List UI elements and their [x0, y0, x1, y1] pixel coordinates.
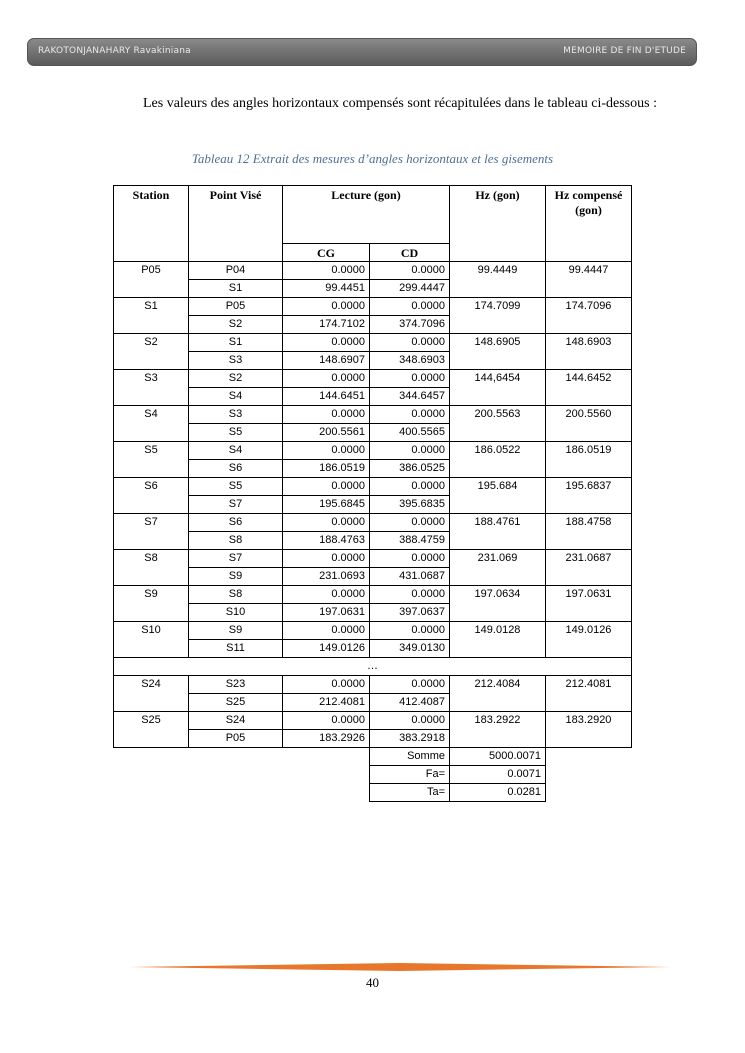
table-row [114, 406, 632, 424]
point-cell: S7 [189, 496, 283, 514]
station-cell: S3 [114, 370, 189, 406]
hz-compense-cell: 148.6903 [546, 334, 632, 370]
point-cell: S9 [189, 568, 283, 586]
cd-cell: 0.0000 [370, 442, 450, 460]
hz-compense-cell: 195.6837 [546, 478, 632, 514]
point-cell: S4 [189, 442, 283, 460]
station-cell: S1 [114, 298, 189, 334]
cd-cell: 431.0687 [370, 568, 450, 586]
header-hz-compense: Hz compensé (gon) [546, 186, 632, 262]
station-cell: S2 [114, 334, 189, 370]
cg-cell: 0.0000 [283, 298, 370, 316]
table-row [114, 676, 632, 694]
cg-cell: 0.0000 [283, 334, 370, 352]
cg-cell: 0.0000 [283, 712, 370, 730]
angles-table [113, 185, 632, 802]
point-cell: S7 [189, 550, 283, 568]
point-cell: S2 [189, 316, 283, 334]
cg-cell: 0.0000 [283, 514, 370, 532]
hz-cell: 149.0128 [450, 622, 546, 658]
cg-cell: 188.4763 [283, 532, 370, 550]
table-row [114, 586, 632, 604]
empty-cell [546, 784, 632, 802]
station-cell: S5 [114, 442, 189, 478]
hz-compense-cell: 183.2920 [546, 712, 632, 748]
table-row [114, 334, 632, 352]
hz-compense-cell: 188.4758 [546, 514, 632, 550]
header-author: RAKOTONJANAHARY Ravakiniana [38, 46, 191, 56]
table-row [114, 298, 632, 316]
cd-cell: 0.0000 [370, 298, 450, 316]
cd-cell: 0.0000 [370, 676, 450, 694]
hz-cell: 183.2922 [450, 712, 546, 748]
empty-cell [283, 766, 370, 784]
hz-cell: 186.0522 [450, 442, 546, 478]
cg-cell: 212.4081 [283, 694, 370, 712]
hz-cell: 200.5563 [450, 406, 546, 442]
point-cell: S5 [189, 424, 283, 442]
hz-cell: 144,6454 [450, 370, 546, 406]
table-row [114, 712, 632, 730]
cg-cell: 197.0631 [283, 604, 370, 622]
summary-label: Fa= [370, 766, 450, 784]
header-lecture: Lecture (gon) [283, 186, 450, 244]
cg-cell: 231.0693 [283, 568, 370, 586]
station-cell: S25 [114, 712, 189, 748]
summary-label: Ta= [370, 784, 450, 802]
cg-cell: 195.6845 [283, 496, 370, 514]
station-cell: S9 [114, 586, 189, 622]
point-cell: S1 [189, 280, 283, 298]
page-number: 40 [366, 975, 379, 990]
point-cell: P05 [189, 730, 283, 748]
empty-cell [546, 748, 632, 766]
point-cell: S6 [189, 514, 283, 532]
header-cd: CD [370, 244, 450, 262]
cd-cell: 383.2918 [370, 730, 450, 748]
station-cell: S6 [114, 478, 189, 514]
empty-cell [189, 784, 283, 802]
empty-cell [189, 748, 283, 766]
empty-cell [283, 748, 370, 766]
hz-cell: 188.4761 [450, 514, 546, 550]
cg-cell: 99.4451 [283, 280, 370, 298]
cg-cell: 0.0000 [283, 676, 370, 694]
cg-cell: 0.0000 [283, 442, 370, 460]
header-title: MEMOIRE DE FIN D'ETUDE [563, 46, 686, 56]
cg-cell: 144.6451 [283, 388, 370, 406]
summary-value: 5000.0071 [450, 748, 546, 766]
summary-value: 0.0281 [450, 784, 546, 802]
ellipsis-cell: … [114, 658, 632, 676]
summary-row [114, 784, 632, 802]
table-row [114, 442, 632, 460]
cg-cell: 0.0000 [283, 406, 370, 424]
cd-cell: 0.0000 [370, 370, 450, 388]
cg-cell: 0.0000 [283, 262, 370, 280]
cd-cell: 0.0000 [370, 586, 450, 604]
table-row [114, 622, 632, 640]
cg-cell: 0.0000 [283, 478, 370, 496]
point-cell: S8 [189, 586, 283, 604]
point-cell: S4 [189, 388, 283, 406]
page-header [27, 38, 697, 66]
empty-cell [283, 784, 370, 802]
footer-decoration [130, 963, 670, 971]
point-cell: S6 [189, 460, 283, 478]
cd-cell: 0.0000 [370, 712, 450, 730]
station-cell: P05 [114, 262, 189, 298]
hz-cell: 197.0634 [450, 586, 546, 622]
point-cell: S3 [189, 406, 283, 424]
point-cell: P04 [189, 262, 283, 280]
cg-cell: 149.0126 [283, 640, 370, 658]
table-row [114, 370, 632, 388]
cd-cell: 400.5565 [370, 424, 450, 442]
summary-row [114, 766, 632, 784]
intro-paragraph: Les valeurs des angles horizontaux compensés sont récapitulées dans le tableau ci-dessous : [143, 96, 657, 111]
cd-cell: 299.4447 [370, 280, 450, 298]
point-cell: S23 [189, 676, 283, 694]
hz-compense-cell: 144.6452 [546, 370, 632, 406]
empty-cell [189, 766, 283, 784]
point-cell: S10 [189, 604, 283, 622]
hz-compense-cell: 200.5560 [546, 406, 632, 442]
hz-compense-cell: 186.0519 [546, 442, 632, 478]
header-point: Point Visé [189, 186, 283, 262]
hz-compense-cell: 149.0126 [546, 622, 632, 658]
hz-cell: 195.684 [450, 478, 546, 514]
point-cell: P05 [189, 298, 283, 316]
cg-cell: 183.2926 [283, 730, 370, 748]
cg-cell: 200.5561 [283, 424, 370, 442]
point-cell: S24 [189, 712, 283, 730]
station-cell: S24 [114, 676, 189, 712]
header-station: Station [114, 186, 189, 262]
cg-cell: 0.0000 [283, 586, 370, 604]
hz-cell: 99.4449 [450, 262, 546, 298]
table-row [114, 478, 632, 496]
table-row [114, 262, 632, 280]
point-cell: S11 [189, 640, 283, 658]
cg-cell: 148.6907 [283, 352, 370, 370]
hz-cell: 148.6905 [450, 334, 546, 370]
point-cell: S9 [189, 622, 283, 640]
summary-label: Somme [370, 748, 450, 766]
cd-cell: 349.0130 [370, 640, 450, 658]
table-body [114, 262, 632, 802]
point-cell: S25 [189, 694, 283, 712]
hz-cell: 212.4084 [450, 676, 546, 712]
station-cell: S10 [114, 622, 189, 658]
summary-value: 0.0071 [450, 766, 546, 784]
empty-cell [546, 766, 632, 784]
hz-compense-cell: 212.4081 [546, 676, 632, 712]
hz-cell: 174.7099 [450, 298, 546, 334]
cg-cell: 0.0000 [283, 550, 370, 568]
cd-cell: 374.7096 [370, 316, 450, 334]
cd-cell: 0.0000 [370, 550, 450, 568]
cd-cell: 397.0637 [370, 604, 450, 622]
table-row [114, 550, 632, 568]
empty-cell [114, 766, 189, 784]
table-caption: Tableau 12 Extrait des mesures d’angles horizontaux et les gisements [191, 151, 554, 166]
empty-cell [114, 748, 189, 766]
cg-cell: 174.7102 [283, 316, 370, 334]
station-cell: S8 [114, 550, 189, 586]
cd-cell: 0.0000 [370, 334, 450, 352]
hz-compense-cell: 231.0687 [546, 550, 632, 586]
empty-cell [114, 784, 189, 802]
station-cell: S4 [114, 406, 189, 442]
hz-compense-cell: 99.4447 [546, 262, 632, 298]
cd-cell: 0.0000 [370, 622, 450, 640]
station-cell: S7 [114, 514, 189, 550]
header-cg: CG [283, 244, 370, 262]
cd-cell: 0.0000 [370, 478, 450, 496]
hz-compense-cell: 197.0631 [546, 586, 632, 622]
cd-cell: 0.0000 [370, 514, 450, 532]
header-hz: Hz (gon) [450, 186, 546, 262]
cd-cell: 395.6835 [370, 496, 450, 514]
cg-cell: 0.0000 [283, 622, 370, 640]
cd-cell: 412.4087 [370, 694, 450, 712]
point-cell: S2 [189, 370, 283, 388]
cd-cell: 388.4759 [370, 532, 450, 550]
table-row [114, 514, 632, 532]
cd-cell: 0.0000 [370, 406, 450, 424]
cg-cell: 0.0000 [283, 370, 370, 388]
point-cell: S5 [189, 478, 283, 496]
point-cell: S8 [189, 532, 283, 550]
hz-compense-cell: 174.7096 [546, 298, 632, 334]
point-cell: S3 [189, 352, 283, 370]
table-row-ellipsis [114, 658, 632, 676]
cd-cell: 0.0000 [370, 262, 450, 280]
summary-row [114, 748, 632, 766]
cd-cell: 386.0525 [370, 460, 450, 478]
cd-cell: 344.6457 [370, 388, 450, 406]
cg-cell: 186.0519 [283, 460, 370, 478]
cd-cell: 348.6903 [370, 352, 450, 370]
hz-cell: 231.069 [450, 550, 546, 586]
point-cell: S1 [189, 334, 283, 352]
